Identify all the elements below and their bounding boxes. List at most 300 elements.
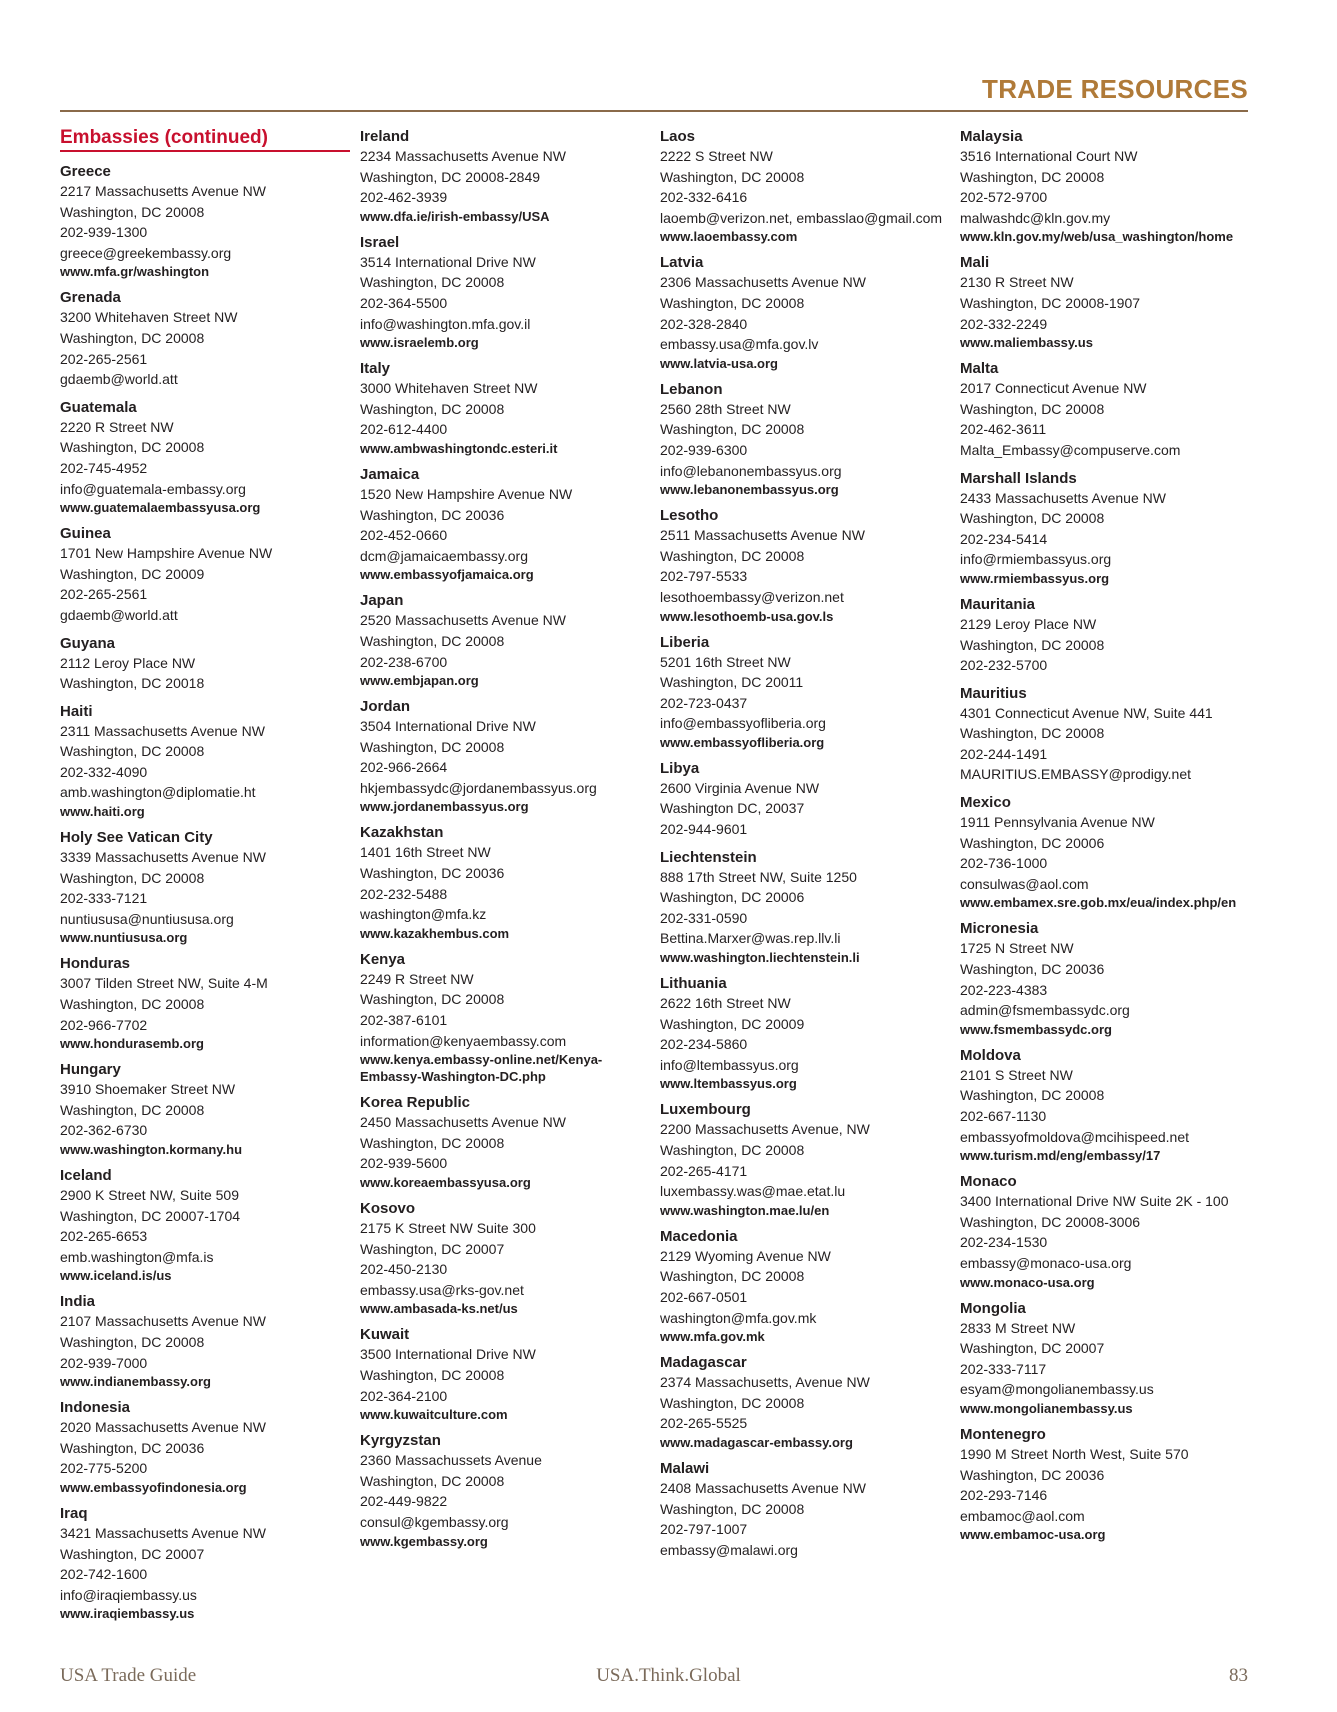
embassy-detail: 202-232-5488: [360, 885, 448, 902]
website-link[interactable]: www.washington.mae.lu/en: [660, 1202, 830, 1218]
website-link[interactable]: www.iraqiembassy.us: [60, 1606, 195, 1622]
website-link[interactable]: www.hondurasemb.org: [60, 1036, 204, 1052]
website-link[interactable]: www.israelemb.org: [360, 335, 479, 351]
embassy-entry: [60, 1504, 350, 1622]
embassy-detail: Washington, DC 20008: [360, 632, 505, 649]
embassy-detail: Washington, DC 20008: [360, 991, 505, 1008]
country-name: Malta: [960, 360, 999, 378]
embassy-detail: washington@mfa.kz: [360, 906, 487, 923]
embassy-detail: info@ltembassyus.org: [660, 1056, 799, 1073]
embassy-entry: [660, 974, 950, 1092]
country-name: Monaco: [960, 1173, 1017, 1191]
embassy-detail: embamoc@aol.com: [960, 1507, 1085, 1524]
embassy-entry: [660, 1100, 950, 1218]
embassy-detail: Washington, DC 20007: [360, 1240, 505, 1257]
embassy-detail: 202-797-1007: [660, 1521, 748, 1538]
embassy-entry: [960, 253, 1250, 351]
embassy-entry: [360, 950, 650, 1085]
embassy-detail: 4301 Connecticut Avenue NW, Suite 441: [960, 704, 1213, 721]
embassy-entry: [660, 380, 950, 498]
embassy-detail: Washington, DC 20008: [660, 421, 805, 438]
embassy-detail: Washington, DC 20008-3006: [960, 1213, 1141, 1230]
country-name: Guatemala: [60, 398, 137, 416]
column-3: [660, 127, 950, 1568]
embassy-detail: 202-462-3939: [360, 189, 448, 206]
embassy-detail: 2374 Massachusetts, Avenue NW: [660, 1374, 870, 1391]
embassy-detail: 2200 Massachusetts Avenue, NW: [660, 1121, 870, 1138]
embassy-entry: [960, 1046, 1250, 1164]
embassy-detail: Washington, DC 20008: [660, 547, 805, 564]
embassy-detail: 2833 M Street NW: [960, 1319, 1076, 1336]
country-name: Japan: [360, 592, 404, 610]
embassy-detail: 202-745-4952: [60, 459, 148, 476]
embassy-detail: Malta_Embassy@compuserve.com: [960, 441, 1181, 458]
country-name: Korea Republic: [360, 1094, 471, 1112]
embassy-detail: embassy.usa@rks-gov.net: [360, 1281, 524, 1298]
country-name: Mongolia: [960, 1299, 1026, 1317]
embassy-entry: [360, 697, 650, 815]
embassy-detail: Washington, DC 20008: [360, 738, 505, 755]
website-link[interactable]: www.embamoc-usa.org: [960, 1527, 1106, 1543]
embassy-detail: lesothoembassy@verizon.net: [660, 588, 844, 605]
embassy-detail: info@embassyofliberia.org: [660, 715, 826, 732]
embassy-detail: 3200 Whitehaven Street NW: [60, 309, 238, 326]
embassy-detail: embassyofmoldova@mcihispeed.net: [960, 1128, 1189, 1145]
embassy-detail: esyam@mongolianembassy.us: [960, 1381, 1154, 1398]
section-heading: Embassies (continued): [60, 127, 350, 152]
country-name: India: [60, 1293, 96, 1311]
embassy-detail: 3339 Massachusetts Avenue NW: [60, 849, 266, 866]
embassy-detail: Washington, DC 20008: [60, 1101, 205, 1118]
embassy-detail: 2560 28th Street NW: [660, 400, 791, 417]
embassy-entry: [960, 127, 1250, 245]
country-name: Guyana: [60, 634, 116, 652]
website-link[interactable]: www.haiti.org: [60, 804, 145, 820]
embassy-detail: 5201 16th Street NW: [660, 653, 791, 670]
embassy-detail: 2311 Massachusetts Avenue NW: [60, 722, 265, 739]
embassy-detail: 202-331-0590: [660, 909, 748, 926]
embassy-detail: 202-328-2840: [660, 315, 748, 332]
embassy-detail: luxembassy.was@mae.etat.lu: [660, 1183, 846, 1200]
embassy-detail: Washington, DC 20008: [360, 1472, 505, 1489]
embassy-entry: [60, 954, 350, 1052]
embassy-entry: [660, 253, 950, 371]
embassy-entry: [660, 633, 950, 751]
embassy-detail: 202-775-5200: [60, 1460, 148, 1477]
embassy-detail: amb.washington@diplomatie.ht: [60, 784, 256, 801]
embassy-entry: [60, 398, 350, 516]
embassy-detail: 2900 K Street NW, Suite 509: [60, 1187, 239, 1203]
embassy-detail: 3000 Whitehaven Street NW: [360, 380, 538, 397]
embassy-detail: Washington, DC 20008-2849: [360, 168, 541, 185]
page-header-title: TRADE RESOURCES: [982, 74, 1248, 104]
embassy-detail: 202-452-0660: [360, 527, 448, 544]
embassy-detail: 202-667-1130: [960, 1108, 1047, 1124]
embassy-detail: 2107 Massachusetts Avenue NW: [60, 1313, 266, 1330]
column-2: [360, 127, 650, 1558]
embassy-detail: 1701 New Hampshire Avenue NW: [60, 545, 273, 562]
embassy-entry: [360, 233, 650, 351]
website-link[interactable]: www.kenya.embassy-online.net/Kenya-: [360, 1052, 603, 1068]
country-name: Indonesia: [60, 1399, 131, 1417]
embassy-detail: info@lebanonembassyus.org: [660, 462, 842, 479]
embassy-detail: embassy@monaco-usa.org: [960, 1254, 1132, 1271]
embassy-detail: Washington, DC 20006: [660, 889, 805, 906]
embassy-detail: 1990 M Street North West, Suite 570: [960, 1445, 1189, 1462]
embassy-entry: [60, 1398, 350, 1496]
embassy-detail: MAURITIUS.EMBASSY@prodigy.net: [960, 766, 1192, 783]
embassy-entry: [660, 1459, 950, 1560]
country-name: Liechtenstein: [660, 848, 757, 866]
website-link[interactable]: www.kln.gov.my/web/usa_washington/home: [960, 229, 1234, 245]
website-link[interactable]: www.kazakhembus.com: [360, 925, 510, 941]
embassy-detail: hkjembassydc@jordanembassyus.org: [360, 779, 597, 796]
embassy-entry: [60, 288, 350, 389]
embassy-entry: [660, 848, 950, 966]
embassy-detail: info@guatemala-embassy.org: [60, 480, 246, 497]
embassy-entry: [360, 465, 650, 583]
embassy-detail: 202-612-4400: [360, 421, 448, 438]
country-name: Kenya: [360, 950, 406, 968]
website-link[interactable]: www.koreaembassyusa.org: [360, 1175, 531, 1190]
embassy-detail: 202-450-2130: [360, 1261, 448, 1278]
embassy-detail: 2101 S Street NW: [960, 1066, 1073, 1083]
embassy-detail: 202-265-4171: [660, 1162, 748, 1179]
website-link[interactable]: www.lebanonembassyus.org: [660, 482, 839, 498]
embassy-detail: 2360 Massachussets Avenue: [360, 1452, 542, 1469]
embassy-detail: Washington, DC 20008: [60, 869, 205, 886]
website-link[interactable]: www.kgembassy.org: [360, 1533, 488, 1549]
embassy-detail: 202-232-5700: [960, 657, 1048, 674]
embassy-entry: [960, 1172, 1250, 1290]
embassy-detail: 3007 Tilden Street NW, Suite 4-M: [60, 975, 268, 992]
embassy-detail: embassy@malawi.org: [660, 1541, 798, 1558]
embassy-detail: 202-238-6700: [360, 653, 448, 670]
embassy-detail: 202-667-0501: [660, 1288, 748, 1305]
footer-slogan: USA.Think.Global: [596, 1665, 741, 1686]
embassy-detail: 2129 Wyoming Avenue NW: [660, 1247, 831, 1264]
embassy-detail: Washington, DC 20008: [60, 329, 205, 346]
embassy-entry: [60, 1292, 350, 1390]
column-1: [60, 127, 350, 1630]
embassy-detail: 2433 Massachusetts Avenue NW: [960, 489, 1166, 506]
embassy-detail: laoemb@verizon.net, embasslao@gmail.com: [660, 209, 943, 226]
embassy-entry: [660, 759, 950, 840]
embassy-detail: Washington, DC 20009: [660, 1015, 805, 1032]
country-name: Honduras: [60, 955, 131, 973]
embassy-detail: 202-332-4090: [60, 763, 148, 780]
embassy-detail: 2217 Massachusetts Avenue NW: [60, 183, 266, 199]
country-name: Malaysia: [960, 128, 1023, 145]
embassy-detail: 2017 Connecticut Avenue NW: [960, 380, 1147, 397]
embassy-detail: 202-332-2249: [960, 315, 1048, 332]
embassy-detail: Washington, DC 20008: [360, 400, 505, 417]
country-name: Montenegro: [960, 1425, 1046, 1443]
embassy-detail: 3500 International Drive NW: [360, 1346, 536, 1363]
embassy-detail: 202-362-6730: [60, 1122, 148, 1139]
embassy-detail: 2234 Massachusetts Avenue NW: [360, 148, 566, 164]
embassy-detail: emb.washington@mfa.is: [60, 1248, 214, 1265]
country-name: Lesotho: [660, 507, 719, 525]
country-name: Ireland: [360, 128, 410, 145]
country-name: Moldova: [960, 1046, 1021, 1064]
website-link[interactable]: www.lesothoemb-usa.gov.ls: [660, 608, 834, 624]
embassy-detail: Bettina.Marxer@was.rep.llv.li: [660, 930, 841, 947]
embassy-detail: info@rmiembassyus.org: [960, 551, 1112, 568]
embassy-detail: consulwas@aol.com: [960, 875, 1089, 892]
embassy-detail: 202-265-2561: [60, 350, 148, 367]
embassy-detail: Washington, DC 20008: [960, 725, 1105, 742]
country-name: Iraq: [60, 1504, 88, 1522]
embassy-entry: [60, 1166, 350, 1284]
country-name: Kosovo: [360, 1200, 416, 1217]
embassy-detail: 2222 S Street NW: [660, 148, 773, 164]
embassy-entry: [60, 828, 350, 946]
embassy-entry: [660, 1227, 950, 1345]
embassy-entry: [60, 162, 350, 280]
embassy-detail: 202-265-6653: [60, 1228, 148, 1245]
embassy-detail: Washington, DC 20007: [960, 1340, 1105, 1357]
embassy-detail: 2520 Massachusetts Avenue NW: [360, 612, 566, 629]
embassy-detail: Washington, DC 20008: [60, 203, 205, 220]
embassy-entry: [660, 506, 950, 624]
embassy-detail: 2450 Massachusetts Avenue NW: [360, 1114, 566, 1131]
embassy-detail: 2220 R Street NW: [60, 418, 174, 435]
website-link[interactable]: www.washington.kormany.hu: [60, 1142, 243, 1157]
embassy-detail: 1911 Pennsylvania Avenue NW: [960, 814, 1155, 831]
country-name: Madagascar: [660, 1354, 747, 1372]
embassy-detail: Washington, DC 20009: [60, 565, 205, 582]
embassy-detail: Washington, DC 20008: [60, 743, 205, 760]
embassy-detail: 3514 International Drive NW: [360, 253, 536, 270]
embassy-detail: gdaemb@world.att: [60, 371, 178, 388]
embassy-detail: Washington, DC 20008: [60, 1333, 205, 1350]
embassy-detail: washington@mfa.gov.mk: [660, 1309, 817, 1326]
embassy-detail: Washington, DC 20007: [60, 1545, 205, 1562]
embassy-entry: [960, 793, 1250, 911]
embassy-entry: [60, 1060, 350, 1158]
country-name: Libya: [660, 759, 700, 777]
website-link[interactable]: www.madagascar-embassy.org: [660, 1434, 853, 1450]
embassy-detail: Washington, DC 20018: [60, 675, 205, 692]
embassy-detail: information@kenyaembassy.com: [360, 1032, 567, 1049]
embassy-entry: [960, 1425, 1250, 1543]
country-name: Malawi: [660, 1459, 710, 1477]
embassy-detail: Washington, DC 20008: [960, 510, 1105, 527]
country-name: Laos: [660, 128, 696, 145]
embassy-detail: 3516 International Court NW: [960, 148, 1138, 164]
embassy-detail: 202-234-5860: [660, 1036, 748, 1053]
embassy-detail: Washington, DC 20008: [360, 1134, 505, 1151]
embassy-detail: 1725 N Street NW: [960, 940, 1074, 957]
website-link[interactable]: www.ambwashingtondc.esteri.it: [360, 440, 558, 456]
column-4: [960, 127, 1250, 1551]
embassy-detail: 202-723-0437: [660, 694, 748, 711]
embassy-detail: Washington, DC 20036: [960, 1466, 1105, 1483]
website-link[interactable]: www.jordanembassyus.org: [360, 799, 529, 815]
embassy-detail: 3910 Shoemaker Street NW: [60, 1081, 236, 1098]
embassy-detail: 888 17th Street NW, Suite 1250: [660, 868, 857, 885]
embassy-entry: [960, 684, 1250, 785]
website-link[interactable]: www.fsmembassydc.org: [960, 1021, 1112, 1037]
embassy-detail: 202-939-5600: [360, 1155, 448, 1172]
embassy-detail: 202-742-1600: [60, 1566, 148, 1583]
embassy-detail: 202-387-6101: [360, 1012, 448, 1029]
website-link[interactable]: www.turism.md/eng/embassy/17: [960, 1148, 1161, 1164]
embassy-detail: 2129 Leroy Place NW: [960, 615, 1097, 632]
website-link[interactable]: www.embassyofindonesia.org: [60, 1479, 247, 1495]
country-name: Mali: [960, 254, 990, 272]
country-name: Lebanon: [660, 380, 723, 398]
website-link[interactable]: www.embassyofjamaica.org: [360, 567, 534, 583]
embassy-entry: [360, 1199, 650, 1317]
country-name: Macedonia: [660, 1227, 738, 1245]
country-name: Micronesia: [960, 920, 1039, 938]
embassy-detail: 202-572-9700: [960, 189, 1048, 206]
embassy-entry: [660, 127, 950, 245]
embassy-detail: Washington, DC 20008: [960, 636, 1105, 653]
embassy-detail: info@iraqiembassy.us: [60, 1586, 197, 1603]
website-link[interactable]: www.ambasada-ks.net/us: [360, 1301, 518, 1317]
embassy-detail: Washington DC, 20037: [660, 800, 805, 817]
embassy-detail: 2622 16th Street NW: [660, 995, 791, 1012]
embassy-detail: 2306 Massachusetts Avenue NW: [660, 274, 866, 291]
embassy-detail: 202-244-1491: [960, 745, 1048, 762]
website-link[interactable]: Embassy-Washington-DC.php: [360, 1069, 546, 1085]
website-link[interactable]: www.mfa.gr/washington: [60, 264, 210, 280]
country-name: Luxembourg: [660, 1101, 751, 1119]
country-name: Israel: [360, 233, 400, 251]
website-link[interactable]: www.monaco-usa.org: [960, 1274, 1095, 1290]
embassy-entry: [360, 591, 650, 689]
embassy-entry: [360, 127, 650, 225]
embassy-detail: Washington, DC 20036: [60, 1439, 205, 1456]
embassy-detail: Washington, DC 20011: [660, 674, 804, 691]
embassy-detail: 202-462-3611: [960, 421, 1047, 438]
embassy-detail: 2600 Virginia Avenue NW: [660, 779, 820, 796]
country-name: Kazakhstan: [360, 824, 444, 842]
embassy-detail: Washington, DC 20008: [960, 168, 1105, 185]
website-link[interactable]: www.maliembassy.us: [960, 335, 1093, 351]
website-link[interactable]: www.nuntiususa.org: [60, 930, 188, 946]
country-name: Marshall Islands: [960, 469, 1077, 487]
embassy-detail: gdaemb@world.att: [60, 606, 178, 623]
embassy-detail: Washington, DC 20008: [360, 1366, 505, 1383]
embassy-entry: [360, 1325, 650, 1423]
embassy-detail: Washington, DC 20007-1704: [60, 1207, 241, 1224]
embassy-detail: 202-364-5500: [360, 294, 448, 311]
website-link[interactable]: www.dfa.ie/irish-embassy/USA: [360, 208, 550, 224]
embassy-entry: [960, 1299, 1250, 1417]
website-link[interactable]: www.mongolianembassy.us: [960, 1400, 1133, 1416]
embassy-detail: greece@greekembassy.org: [60, 244, 232, 261]
embassy-detail: Washington, DC 20006: [960, 834, 1105, 851]
website-link[interactable]: www.latvia-usa.org: [660, 355, 778, 371]
embassy-entry: [360, 359, 650, 457]
website-link[interactable]: www.guatemalaembassyusa.org: [60, 500, 261, 516]
country-name: Kuwait: [360, 1326, 410, 1344]
embassy-detail: 2175 K Street NW Suite 300: [360, 1220, 536, 1236]
embassy-detail: 2020 Massachusetts Avenue NW: [60, 1419, 266, 1436]
country-name: Jamaica: [360, 465, 420, 483]
embassy-detail: 202-939-6300: [660, 441, 748, 458]
embassy-detail: Washington, DC 20008: [960, 1087, 1105, 1104]
embassy-detail: Washington, DC 20008: [660, 1142, 805, 1158]
embassy-detail: 202-333-7121: [60, 890, 148, 907]
embassy-entry: [360, 1093, 650, 1191]
website-link[interactable]: www.washington.liechtenstein.li: [660, 950, 860, 966]
country-name: Jordan: [360, 698, 411, 716]
country-name: Liberia: [660, 633, 710, 651]
country-name: Italy: [360, 360, 391, 378]
embassy-detail: 2249 R Street NW: [360, 970, 474, 987]
embassy-detail: Washington, DC 20008: [960, 400, 1105, 417]
website-link[interactable]: www.ltembassyus.org: [660, 1076, 797, 1092]
header-rule: [60, 110, 1248, 112]
country-name: Latvia: [660, 254, 704, 272]
country-name: Mauritius: [960, 684, 1027, 702]
embassy-entry: [960, 469, 1250, 587]
embassy-entry: [60, 634, 350, 694]
website-link[interactable]: www.indianembassy.org: [60, 1374, 211, 1390]
embassy-detail: nuntiususa@nuntiususa.org: [60, 910, 234, 927]
embassy-detail: 202-364-2100: [360, 1387, 448, 1404]
embassy-detail: consul@kgembassy.org: [360, 1513, 509, 1530]
embassy-entry: [360, 1431, 650, 1549]
website-link[interactable]: www.laoembassy.com: [660, 229, 798, 245]
embassy-detail: 2130 R Street NW: [960, 274, 1074, 291]
website-link[interactable]: www.embassyofliberia.org: [660, 734, 825, 750]
embassy-detail: info@washington.mfa.gov.il: [360, 315, 531, 332]
embassy-detail: 1401 16th Street NW: [360, 844, 491, 861]
embassy-detail: dcm@jamaicaembassy.org: [360, 547, 529, 564]
embassy-detail: 202-966-7702: [60, 1016, 148, 1033]
embassy-detail: Washington, DC 20008: [660, 294, 805, 311]
country-name: Guinea: [60, 525, 111, 543]
embassy-entry: [60, 524, 350, 625]
embassy-detail: 202-449-9822: [360, 1493, 448, 1510]
country-name: Kyrgyzstan: [360, 1432, 441, 1450]
embassy-detail: 3400 International Drive NW Suite 2K - 100: [960, 1193, 1229, 1210]
country-name: Mexico: [960, 794, 1011, 812]
country-name: Iceland: [60, 1167, 112, 1184]
website-link[interactable]: www.iceland.is/us: [60, 1268, 172, 1284]
embassy-detail: 202-944-9601: [660, 821, 748, 838]
embassy-entry: [60, 702, 350, 820]
embassy-detail: 2112 Leroy Place NW: [60, 654, 196, 671]
embassy-detail: 202-234-1530: [960, 1234, 1048, 1251]
embassy-detail: 202-333-7117: [960, 1360, 1047, 1377]
embassy-detail: 3504 International Drive NW: [360, 718, 536, 735]
embassy-detail: 202-293-7146: [960, 1487, 1048, 1504]
embassy-detail: 202-234-5414: [960, 530, 1048, 547]
embassy-detail: Washington, DC 20008: [660, 1500, 805, 1517]
embassy-detail: Washington, DC 20008: [360, 274, 505, 291]
embassy-detail: 202-939-1300: [60, 224, 148, 241]
embassy-detail: Washington, DC 20008: [660, 1394, 805, 1411]
website-link[interactable]: www.embjapan.org: [360, 673, 479, 689]
embassy-detail: Washington, DC 20008-1907: [960, 294, 1141, 311]
website-link[interactable]: www.embamex.sre.gob.mx/eua/index.php/en: [960, 895, 1237, 911]
website-link[interactable]: www.mfa.gov.mk: [660, 1329, 765, 1345]
country-name: Hungary: [60, 1061, 121, 1079]
embassy-detail: 2511 Massachusetts Avenue NW: [660, 527, 865, 544]
embassy-detail: 202-265-2561: [60, 586, 148, 603]
website-link[interactable]: www.rmiembassyus.org: [960, 570, 1110, 586]
website-link[interactable]: www.kuwaitculture.com: [360, 1407, 508, 1423]
embassy-detail: 202-939-7000: [60, 1354, 148, 1371]
embassy-detail: Washington, DC 20036: [360, 865, 505, 882]
